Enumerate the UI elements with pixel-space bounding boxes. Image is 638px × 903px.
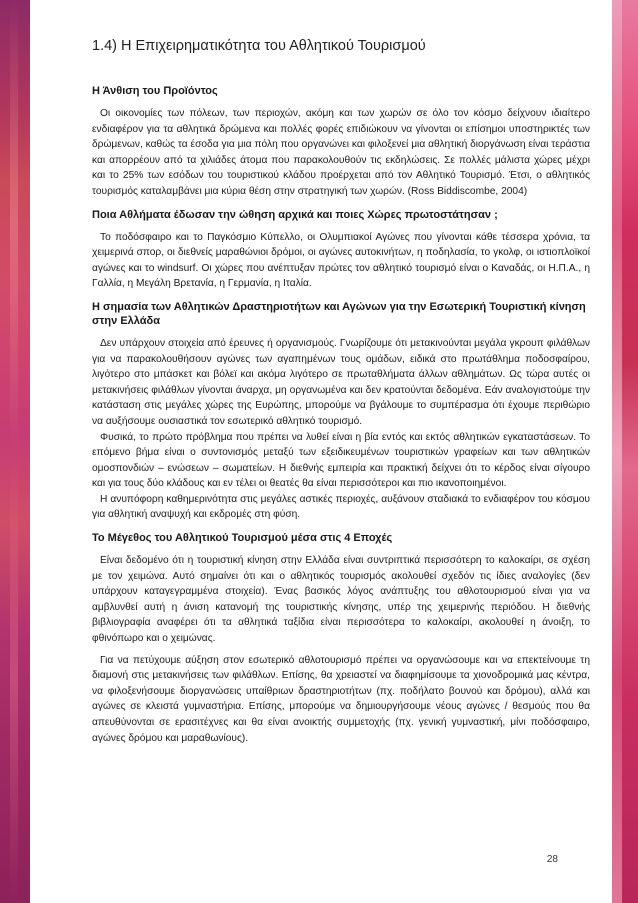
left-decorative-band: [0, 0, 30, 903]
paragraph: Για να πετύχουμε αύξηση στον εσωτερικό αθλοτουρισμό πρέπει να οργανώσουμε και να επεκτείνουμε τη διαμονή στις μετακινήσεις των φιλάθλων. Επίσης, θα χρειαστεί να διαφημίσουμε τα χιονοδρομικά μας κέντρα, να φιλοξενήσουμε διοργανώσεις υπαίθριων δραστηριοτήτων (πχ. ποδήλατο βουνού και δρόμου), αλλά και αγώνες σε κλειστά γυμναστήρια. Επίσης, μπορούμε να δημιουργήσουμε νέους αγώνες / θεσμούς που θα απευθύνονται σε ερασιτέχνες και θα είναι ανοικτής συμμετοχής (πχ. γενική γυμναστική, μίνι ποδόσφαιρο, αγώνες δρόμου και μαραθωνίους).: [92, 654, 590, 744]
paragraph: Το ποδόσφαιρο και το Παγκόσμιο Κύπελλο, οι Ολυμπιακοί Αγώνες που γίνονται κάθε τέσσερα χρόνια, τα χειμερινά σπορ, οι διεθνείς μαραθώνιοι δρόμοι, οι αγώνες αυτοκινήτων, η ποδηλασία, το γκολφ, οι ιστιοπλοϊκοί αγώνες και το windsurf. Οι χώρες που ανέπτυξαν πρώτες τον αθλητικό τουρισμό είναι ο Καναδάς, οι Η.Π.Α., η Γαλλία, η Μεγάλη Βρετανία, η Γερμανία, η Ιταλία.: [92, 231, 590, 290]
paragraph: Είναι δεδομένο ότι η τουριστική κίνηση στην Ελλάδα είναι συντριπτικά περισσότερη το καλοκαίρι, σε σχέση με τον χειμώνα. Αυτό σημαίνει ότι και ο αθλητικός τουρισμός ακολουθεί σχεδόν τις ίδιες αναλογίες (δεν υπάρχουν καταγεγραμμένα στοιχεία). Ένας βασικός λόγος ανάπτυξης του αθλοτουρισμού είναι για να αμβλυνθεί αυτή η άνιση κατανομή της τουριστικής κίνησης, υπέρ της χειμερινής περιόδου. Η διεθνής βιβλιογραφία αναφέρει ότι τα αθλητικά ταξίδια είναι περισσότερα το καλοκαίρι, ακολουθεί η άνοιξη, το φθινόπωρο και ο χειμώνας.: [92, 555, 590, 645]
section-heading: Ποια Αθλήματα έδωσαν την ώθηση αρχικά και ποιες Χώρες πρωτοστάτησαν ;: [92, 208, 498, 221]
paragraph: Δεν υπάρχουν στοιχεία από έρευνες ή οργανισμούς. Γνωρίζουμε ότι μετακινούνται μεγάλα γκρουπ φιλάθλων για να παρακολουθήσουν αγώνες των αγαπημένων τους ομάδων, ειδικά στο πρωτάθλημα ποδοσφαίρου, λιγότερο στο μπάσκετ και βόλεϊ και ακόμα λιγότερο σε πρωταθλήματα άλλων αθλημάτων. Ως τώρα αυτές οι μετακινήσεις φιλάθλων γίνονται άναρχα, μη οργανωμένα και δεν κρατούνται δεδομένα. Εάν αναλογιστούμε την κατάσταση στις μεγάλες χώρες της Ευρώπης, μπορούμε να βγάλουμε το συμπέρασμα ότι έχουμε περιθώριο να αυξήσουμε ουσιαστικά τον εσωτερικό αθλητικό τουρισμό.: [92, 337, 590, 427]
right-decorative-band: [612, 0, 638, 903]
page-title: 1.4) Η Επιχειρηματικότητα του Αθλητικού Τουρισμού: [92, 38, 426, 54]
paragraph: Οι οικονομίες των πόλεων, των περιοχών, ακόμη και των χωρών σε όλο τον κόσμο δείχνουν ιδιαίτερο ενδιαφέρον για τα αθλητικά δρώμενα και πολλές φορές επιδιώκουν να γίνονται οι επίσημοι υποστηρικτές των δρώμενων, καθώς τα έσοδα για μια πόλη που οργανώνει και φιλοξενεί μια αθλητική διοργάνωση είναι τεράστια και απορρέουν από τα χιλιάδες άτομα που παρακολουθούν τις εκδηλώσεις. Σε πολλές μάλιστα χώρες μέχρι και το 25% των εσόδων του τουριστικού κλάδου προέρχεται από τον Αθλητικό Τουρισμό. Έτσι, ο αθλητικός τουρισμός καταλαμβάνει μια κύρια θέση στην στρατηγική των χωρών. (Ross Biddiscombe, 2004): [92, 108, 590, 197]
paragraph: Φυσικά, το πρώτο πρόβλημα που πρέπει να λυθεί είναι η βία εντός και εκτός αθλητικών εγκαταστάσεων. Το επόμενο βήμα είναι ο συντονισμός μεταξύ των εξειδικευμένων τουριστικών γραφείων και των αθλητικών ομοσπονδιών – ενώσεων – σωματείων. Η διεθνής εμπειρία και πρακτική δείχνει ότι το κέρδος είναι σίγουρο και για τους δύο κλάδους και εν τέλει οι θεατές θα είναι περισσότεροι και πιο ικανοποιημένοι.: [92, 431, 590, 490]
page-content: [92, 38, 590, 746]
page-number: 28: [546, 854, 558, 865]
section-heading: Η σημασία των Αθλητικών Δραστηριοτήτων και Αγώνων για την Εσωτερική Τουριστική κίνηση στην Ελλάδα: [92, 300, 586, 327]
section-heading: Η Άνθιση του Προϊόντος: [92, 85, 218, 97]
section-heading: Το Μέγεθος του Αθλητικού Τουρισμού μέσα στις 4 Εποχές: [92, 532, 393, 545]
paragraph: Η ανυπόφορη καθημερινότητα στις μεγάλες αστικές περιοχές, αυξάνουν σταδιακά το ενδιαφέρον του κόσμου για αθλητική αναψυχή και εκδρομές στη φύση.: [92, 493, 590, 521]
